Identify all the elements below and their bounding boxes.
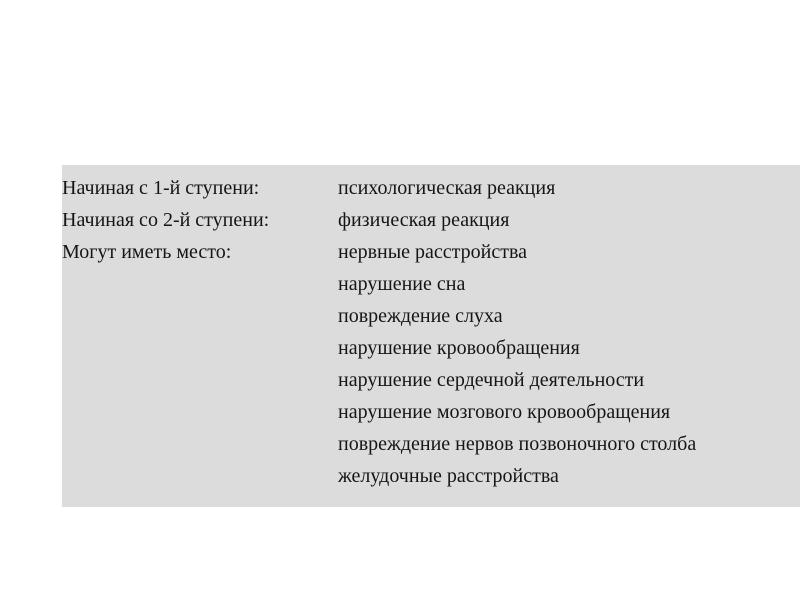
row-value: психологическая реакция — [338, 177, 556, 199]
row-second-stage — [62, 204, 782, 236]
row-values — [338, 236, 697, 487]
effects-list — [62, 172, 782, 487]
row-label: Начиная с 1-й ступени: — [62, 177, 260, 199]
row-values — [338, 204, 509, 236]
row-value: нарушение сна — [338, 273, 466, 295]
row-value: нарушение сердечной деятельности — [338, 369, 645, 391]
row-value: нарушение мозгового кровообращения — [338, 401, 671, 423]
row-value: нервные расстройства — [338, 241, 528, 263]
row-label: Начиная со 2-й ступени: — [62, 209, 270, 231]
row-values — [338, 172, 555, 204]
row-value: повреждение нервов позвоночного столба — [338, 433, 697, 455]
row-value: желудочные расстройства — [338, 465, 559, 487]
row-first-stage — [62, 172, 782, 204]
row-label: Могут иметь место: — [62, 241, 232, 263]
row-value: физическая реакция — [338, 209, 510, 231]
row-possible-effects — [62, 236, 782, 487]
row-value: повреждение слуха — [338, 305, 503, 327]
row-value: нарушение кровообращения — [338, 337, 580, 359]
